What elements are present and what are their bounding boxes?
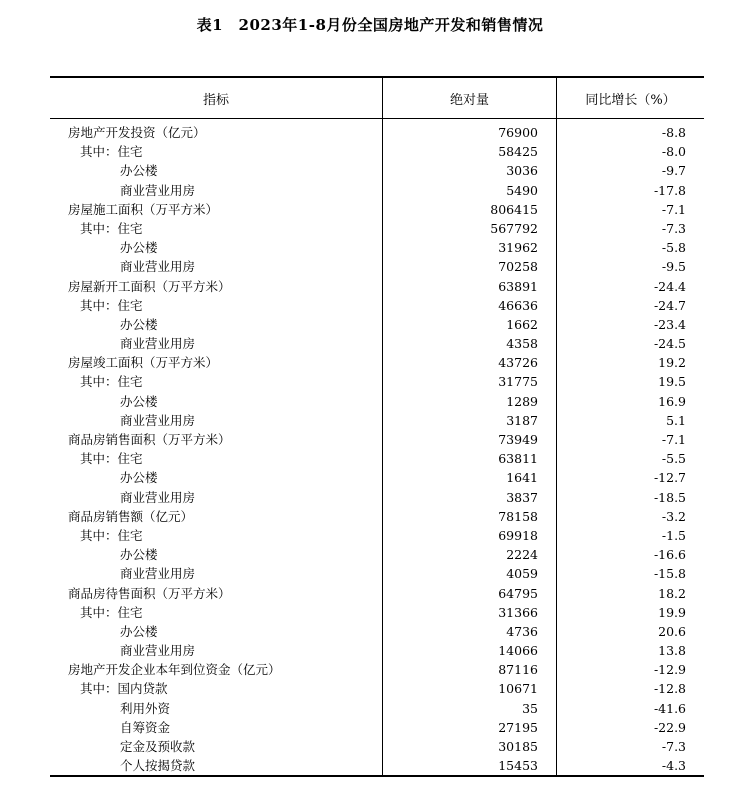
row-label: 商业营业用房 — [50, 488, 383, 507]
table-row — [50, 142, 704, 161]
row-absolute-value: 30185 — [383, 737, 557, 756]
row-yoy-value: -12.7 — [653, 470, 686, 486]
row-yoy-value: -5.8 — [661, 240, 686, 256]
row-absolute-value: 1662 — [383, 315, 557, 334]
row-yoy-value: 16.9 — [658, 393, 686, 409]
row-yoy-value: -16.6 — [653, 547, 686, 563]
table-row — [50, 315, 704, 334]
table-row — [50, 181, 704, 200]
row-label: 办公楼 — [50, 468, 383, 487]
row-yoy-value: -9.7 — [661, 163, 686, 179]
row-label: 其中：住宅 — [50, 372, 383, 391]
row-yoy-value: -4.3 — [661, 758, 686, 774]
row-absolute-value: 3187 — [383, 411, 557, 430]
row-label: 商业营业用房 — [50, 257, 383, 276]
row-yoy-value: 19.2 — [658, 355, 686, 371]
row-yoy-value: 13.8 — [658, 643, 686, 659]
header-indicator: 指标 — [50, 78, 383, 118]
table-row — [50, 507, 704, 526]
row-absolute-value: 14066 — [383, 641, 557, 660]
table-row — [50, 161, 704, 180]
row-yoy-value: -23.4 — [653, 316, 686, 332]
table-title: 表1 2023年1-8月份全国房地产开发和销售情况 — [196, 16, 544, 34]
row-absolute-value: 31962 — [383, 238, 557, 257]
row-label: 其中：住宅 — [50, 296, 383, 315]
table-row — [50, 372, 704, 391]
table-row — [50, 641, 704, 660]
row-yoy-value: -24.4 — [653, 278, 686, 294]
row-label: 房屋竣工面积（万平方米） — [50, 353, 383, 372]
row-yoy-value: 19.9 — [658, 604, 686, 620]
row-absolute-value: 31366 — [383, 603, 557, 622]
row-label: 商业营业用房 — [50, 181, 383, 200]
row-label: 商品房销售额（亿元） — [50, 507, 383, 526]
row-yoy-value: -41.6 — [653, 700, 686, 716]
row-yoy-value: -24.7 — [653, 297, 686, 313]
row-label: 商业营业用房 — [50, 334, 383, 353]
row-yoy-value: -7.1 — [661, 201, 686, 217]
row-yoy-value: -15.8 — [653, 566, 686, 582]
row-yoy-value: -5.5 — [661, 451, 686, 467]
row-label: 办公楼 — [50, 622, 383, 641]
row-yoy-value: -22.9 — [653, 719, 686, 735]
row-label: 个人按揭贷款 — [50, 756, 383, 775]
row-yoy-value: -9.5 — [661, 259, 686, 275]
row-absolute-value: 5490 — [383, 181, 557, 200]
row-absolute-value: 27195 — [383, 718, 557, 737]
table-row — [50, 622, 704, 641]
row-label: 办公楼 — [50, 545, 383, 564]
row-label: 办公楼 — [50, 392, 383, 411]
row-label: 商品房销售面积（万平方米） — [50, 430, 383, 449]
row-label: 定金及预收款 — [50, 737, 383, 756]
row-label: 办公楼 — [50, 161, 383, 180]
table-row — [50, 679, 704, 698]
row-label: 办公楼 — [50, 238, 383, 257]
row-absolute-value: 567792 — [383, 219, 557, 238]
row-absolute-value: 4736 — [383, 622, 557, 641]
row-label: 其中：住宅 — [50, 449, 383, 468]
row-absolute-value: 15453 — [383, 756, 557, 775]
table-row — [50, 603, 704, 622]
table-row — [50, 699, 704, 718]
row-absolute-value: 31775 — [383, 372, 557, 391]
row-absolute-value: 58425 — [383, 142, 557, 161]
row-yoy-value: 19.5 — [658, 374, 686, 390]
row-label: 房地产开发企业本年到位资金（亿元） — [50, 660, 383, 679]
row-absolute-value: 4059 — [383, 564, 557, 583]
table-body — [50, 119, 704, 775]
row-label: 其中：住宅 — [50, 142, 383, 161]
row-label: 商业营业用房 — [50, 411, 383, 430]
table-row — [50, 756, 704, 775]
table-row — [50, 468, 704, 487]
row-yoy-value: -12.8 — [653, 681, 686, 697]
row-label: 其中：国内贷款 — [50, 679, 383, 698]
row-absolute-value: 78158 — [383, 507, 557, 526]
row-yoy-value: -17.8 — [653, 182, 686, 198]
row-absolute-value: 43726 — [383, 353, 557, 372]
row-yoy-value: -7.3 — [661, 220, 686, 236]
table-row — [50, 488, 704, 507]
table-row — [50, 334, 704, 353]
table-row — [50, 545, 704, 564]
row-absolute-value: 806415 — [383, 200, 557, 219]
table-row — [50, 737, 704, 756]
row-absolute-value: 69918 — [383, 526, 557, 545]
row-label: 其中：住宅 — [50, 603, 383, 622]
table-row — [50, 257, 704, 276]
row-label: 办公楼 — [50, 315, 383, 334]
table-row — [50, 449, 704, 468]
row-label: 房地产开发投资（亿元） — [50, 123, 383, 142]
table-row — [50, 219, 704, 238]
table-row — [50, 353, 704, 372]
row-absolute-value: 1289 — [383, 392, 557, 411]
row-label: 其中：住宅 — [50, 526, 383, 545]
row-label: 商品房待售面积（万平方米） — [50, 584, 383, 603]
row-yoy-value: -7.1 — [661, 432, 686, 447]
row-yoy-value: 18.2 — [658, 585, 686, 601]
row-label: 房屋施工面积（万平方米） — [50, 200, 383, 219]
row-label: 利用外资 — [50, 699, 383, 718]
row-absolute-value: 76900 — [383, 123, 557, 142]
row-yoy-value: -7.3 — [661, 739, 686, 754]
row-yoy-value: 5.1 — [666, 412, 686, 428]
table-row — [50, 660, 704, 679]
row-absolute-value: 4358 — [383, 334, 557, 353]
row-absolute-value: 87116 — [383, 660, 557, 679]
table-header — [50, 78, 704, 119]
row-yoy-value: -3.2 — [661, 508, 686, 524]
data-table — [50, 76, 704, 777]
row-label: 其中：住宅 — [50, 219, 383, 238]
table-row — [50, 200, 704, 219]
row-absolute-value: 35 — [383, 699, 557, 718]
row-label: 商业营业用房 — [50, 641, 383, 660]
row-absolute-value: 63891 — [383, 277, 557, 296]
table-row — [50, 430, 704, 449]
row-yoy-value: 20.6 — [658, 623, 686, 639]
row-absolute-value: 63811 — [383, 449, 557, 468]
row-absolute-value: 2224 — [383, 545, 557, 564]
row-yoy-value: -1.5 — [661, 527, 686, 543]
table-row — [50, 584, 704, 603]
header-absolute: 绝对量 — [383, 78, 557, 118]
row-yoy-value: -8.0 — [661, 144, 686, 160]
row-absolute-value: 3837 — [383, 488, 557, 507]
row-absolute-value: 1641 — [383, 468, 557, 487]
table-row — [50, 277, 704, 296]
table-row — [50, 564, 704, 583]
table-row — [50, 238, 704, 257]
header-yoy: 同比增长（%） — [585, 92, 676, 108]
table-row — [50, 392, 704, 411]
table-row — [50, 411, 704, 430]
row-absolute-value: 46636 — [383, 296, 557, 315]
row-label: 自筹资金 — [50, 718, 383, 737]
table-row — [50, 296, 704, 315]
row-yoy-value: -8.8 — [661, 125, 686, 140]
row-label: 商业营业用房 — [50, 564, 383, 583]
row-absolute-value: 73949 — [383, 430, 557, 449]
row-absolute-value: 70258 — [383, 257, 557, 276]
row-yoy-value: -12.9 — [653, 662, 686, 678]
row-yoy-value: -18.5 — [653, 489, 686, 505]
table-row — [50, 718, 704, 737]
table-row — [50, 526, 704, 545]
row-label: 房屋新开工面积（万平方米） — [50, 277, 383, 296]
row-absolute-value: 3036 — [383, 161, 557, 180]
table-row — [50, 123, 704, 142]
row-absolute-value: 10671 — [383, 679, 557, 698]
row-absolute-value: 64795 — [383, 584, 557, 603]
row-yoy-value: -24.5 — [653, 336, 686, 352]
